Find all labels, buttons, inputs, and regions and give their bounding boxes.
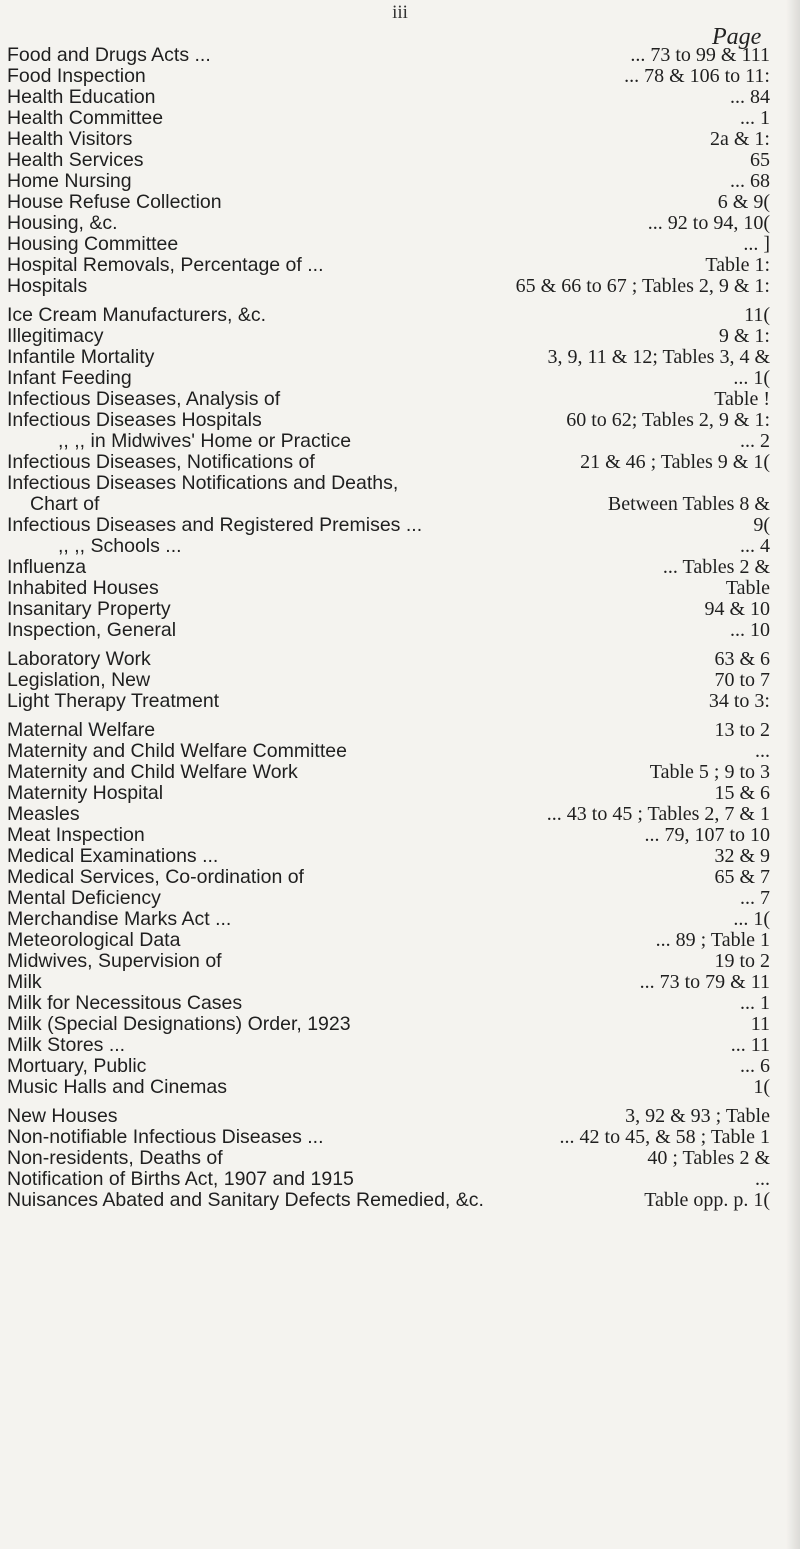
entry-page-reference: 6 & 9( xyxy=(717,191,770,213)
index-entry xyxy=(0,347,800,368)
entry-subject: Mental Deficiency xyxy=(7,887,161,909)
entry-subject: Hospital Removals, Percentage of ... xyxy=(7,254,324,276)
entry-page-reference: ... 73 to 99 & 111 xyxy=(630,44,770,66)
entry-page-reference: 65 & 7 xyxy=(714,866,770,888)
entry-page-reference: ... 7 xyxy=(740,887,770,909)
index-entry xyxy=(0,1169,800,1190)
entry-subject: Mortuary, Public xyxy=(7,1055,147,1077)
entry-subject: Illegitimacy xyxy=(7,325,104,347)
index-entry xyxy=(0,87,800,108)
index-entry xyxy=(0,972,800,993)
page-folio: iii xyxy=(392,2,408,23)
entry-subject: Insanitary Property xyxy=(7,598,171,620)
entry-page-reference: 1( xyxy=(753,1076,770,1098)
index-entry xyxy=(0,473,800,494)
index-entry xyxy=(0,171,800,192)
entry-page-reference: 65 xyxy=(750,149,770,171)
entry-subject: Food and Drugs Acts ... xyxy=(7,44,211,66)
index-entry xyxy=(0,255,800,276)
entry-page-reference: ... 79, 107 to 10 xyxy=(644,824,770,846)
entry-page-reference: ... 1( xyxy=(733,367,770,389)
entry-subject: Health Education xyxy=(7,86,156,108)
index-entry xyxy=(0,599,800,620)
entry-subject: Health Services xyxy=(7,149,144,171)
page-column-header: Page xyxy=(712,24,762,50)
entry-page-reference: 3, 92 & 93 ; Table xyxy=(625,1105,770,1127)
index-entry xyxy=(0,867,800,888)
entry-page-reference: ... xyxy=(755,740,770,762)
entry-subject: Milk for Necessitous Cases xyxy=(7,992,243,1014)
index-entry xyxy=(0,410,800,431)
entry-page-reference: ... 2 xyxy=(740,430,770,452)
index-entry xyxy=(0,66,800,87)
entry-subject: Light Therapy Treatment xyxy=(7,690,220,712)
entry-page-reference: 40 ; Tables 2 & xyxy=(647,1147,770,1169)
entry-subject: Maternity Hospital xyxy=(7,782,164,804)
entry-subject: Music Halls and Cinemas xyxy=(7,1076,227,1098)
entry-page-reference: 11 xyxy=(750,1013,770,1035)
index-entry xyxy=(0,150,800,171)
entry-subject: Infectious Diseases, Notifications of xyxy=(7,451,315,473)
entry-subject: ,, ,, Schools ... xyxy=(58,535,182,557)
entry-subject: Milk (Special Designations) Order, 1923 xyxy=(7,1013,351,1035)
entry-subject: Medical Examinations ... xyxy=(7,845,219,867)
entry-page-reference: ... 1( xyxy=(733,908,770,930)
entry-subject: Legislation, New xyxy=(7,669,151,691)
index-entry xyxy=(0,762,800,783)
entry-page-reference: Table xyxy=(725,577,770,599)
entry-page-reference: Table ! xyxy=(714,388,770,410)
entry-subject: Maternal Welfare xyxy=(7,719,156,741)
entry-page-reference: 11( xyxy=(744,304,770,326)
entry-page-reference: Table 5 ; 9 to 3 xyxy=(649,761,770,783)
entry-page-reference: ... 89 ; Table 1 xyxy=(655,929,770,951)
entry-subject: Inspection, General xyxy=(7,619,177,641)
index-entry xyxy=(0,192,800,213)
entry-page-reference: 9 & 1: xyxy=(718,325,770,347)
index-entry xyxy=(0,452,800,473)
entry-subject: New Houses xyxy=(7,1105,118,1127)
entry-subject: Milk xyxy=(7,971,42,993)
entry-page-reference: ... 84 xyxy=(730,86,770,108)
entry-page-reference: 65 & 66 to 67 ; Tables 2, 9 & 1: xyxy=(515,275,770,297)
entry-page-reference: Table opp. p. 1( xyxy=(644,1189,770,1211)
entry-subject: Influenza xyxy=(7,556,87,578)
entry-page-reference: Table 1: xyxy=(705,254,770,276)
index-entry xyxy=(0,213,800,234)
index-entry xyxy=(0,825,800,846)
entry-subject: Infant Feeding xyxy=(7,367,132,389)
index-entry xyxy=(0,578,800,599)
entry-page-reference: ... 92 to 94, 10( xyxy=(647,212,770,234)
entry-subject: Health Visitors xyxy=(7,128,133,150)
entry-page-reference: ... 10 xyxy=(730,619,770,641)
entry-subject: Notification of Births Act, 1907 and 1915 xyxy=(7,1168,354,1190)
entry-subject: Health Committee xyxy=(7,107,164,129)
entry-page-reference: 2a & 1: xyxy=(710,128,770,150)
index-entry xyxy=(0,368,800,389)
entry-page-reference: 13 to 2 xyxy=(714,719,770,741)
entry-page-reference: ... ] xyxy=(743,233,770,255)
entry-page-reference: Between Tables 8 & xyxy=(607,493,770,515)
index-entry xyxy=(0,234,800,255)
entry-subject: Infectious Diseases, Analysis of xyxy=(7,388,281,410)
entry-page-reference: ... 43 to 45 ; Tables 2, 7 & 1 xyxy=(546,803,770,825)
entry-subject: Midwives, Supervision of xyxy=(7,950,222,972)
index-entry xyxy=(0,670,800,691)
entry-page-reference: 3, 9, 11 & 12; Tables 3, 4 & xyxy=(547,346,770,368)
index-entry xyxy=(0,305,800,326)
entry-subject: Housing, &c. xyxy=(7,212,118,234)
index-entry xyxy=(0,846,800,867)
entry-page-reference: 60 to 62; Tables 2, 9 & 1: xyxy=(566,409,770,431)
index-entry xyxy=(0,1014,800,1035)
index-entry xyxy=(0,993,800,1014)
index-entry xyxy=(0,1190,800,1211)
index-entry xyxy=(0,620,800,641)
index-entry xyxy=(0,431,800,452)
index-entry xyxy=(0,1077,800,1098)
entry-subject: Chart of xyxy=(30,493,100,515)
index-entry xyxy=(0,494,800,515)
entry-subject: Home Nursing xyxy=(7,170,132,192)
index-entries xyxy=(0,45,800,1211)
index-entry xyxy=(0,129,800,150)
index-entry xyxy=(0,45,800,66)
entry-subject: ,, ,, in Midwives' Home or Practice xyxy=(58,430,352,452)
entry-page-reference: ... xyxy=(755,1168,770,1190)
entry-page-reference: 63 & 6 xyxy=(714,648,770,670)
entry-subject: Medical Services, Co-ordination of xyxy=(7,866,304,888)
entry-subject: Food Inspection xyxy=(7,65,146,87)
entry-subject: Housing Committee xyxy=(7,233,179,255)
entry-page-reference: 19 to 2 xyxy=(714,950,770,972)
index-entry xyxy=(0,1127,800,1148)
entry-page-reference: ... 1 xyxy=(740,107,770,129)
index-entry xyxy=(0,951,800,972)
entry-page-reference: 9( xyxy=(753,514,770,536)
entry-subject: Non-residents, Deaths of xyxy=(7,1147,223,1169)
index-entry xyxy=(0,515,800,536)
entry-subject: Infectious Diseases Notifications and Deaths, xyxy=(7,472,399,494)
index-entry xyxy=(0,389,800,410)
entry-page-reference: ... 73 to 79 & 11 xyxy=(639,971,770,993)
index-entry xyxy=(0,804,800,825)
entry-page-reference: 94 & 10 xyxy=(704,598,770,620)
index-entry xyxy=(0,1035,800,1056)
entry-page-reference: 15 & 6 xyxy=(714,782,770,804)
index-entry xyxy=(0,108,800,129)
index-entry xyxy=(0,557,800,578)
entry-subject: Maternity and Child Welfare Committee xyxy=(7,740,347,762)
entry-subject: Measles xyxy=(7,803,80,825)
entry-page-reference: ... 11 xyxy=(730,1034,770,1056)
entry-subject: Milk Stores ... xyxy=(7,1034,126,1056)
index-entry xyxy=(0,536,800,557)
index-entry xyxy=(0,326,800,347)
entry-page-reference: ... 1 xyxy=(740,992,770,1014)
entry-subject: Infantile Mortality xyxy=(7,346,155,368)
index-entry xyxy=(0,741,800,762)
entry-page-reference: ... 78 & 106 to 11: xyxy=(624,65,770,87)
entry-page-reference: ... Tables 2 & xyxy=(662,556,770,578)
index-entry xyxy=(0,720,800,741)
index-entry xyxy=(0,1148,800,1169)
entry-page-reference: ... 42 to 45, & 58 ; Table 1 xyxy=(559,1126,770,1148)
entry-page-reference: 70 to 7 xyxy=(714,669,770,691)
entry-subject: Infectious Diseases and Registered Premises ... xyxy=(7,514,423,536)
entry-page-reference: 34 to 3: xyxy=(708,690,770,712)
index-entry xyxy=(0,930,800,951)
entry-subject: Merchandise Marks Act ... xyxy=(7,908,232,930)
entry-page-reference: ... 6 xyxy=(740,1055,770,1077)
index-entry xyxy=(0,909,800,930)
entry-subject: Nuisances Abated and Sanitary Defects Remedied, &c. xyxy=(7,1189,484,1211)
entry-page-reference: 21 & 46 ; Tables 9 & 1( xyxy=(580,451,770,473)
entry-subject: Non-notifiable Infectious Diseases ... xyxy=(7,1126,324,1148)
entry-subject: Meteorological Data xyxy=(7,929,181,951)
entry-subject: Ice Cream Manufacturers, &c. xyxy=(7,304,267,326)
index-entry xyxy=(0,1106,800,1127)
entry-subject: House Refuse Collection xyxy=(7,191,222,213)
entry-subject: Inhabited Houses xyxy=(7,577,159,599)
index-entry xyxy=(0,783,800,804)
entry-subject: Hospitals xyxy=(7,275,88,297)
index-entry xyxy=(0,691,800,712)
entry-subject: Maternity and Child Welfare Work xyxy=(7,761,298,783)
entry-page-reference: ... 68 xyxy=(730,170,770,192)
index-entry xyxy=(0,1056,800,1077)
entry-page-reference: ... 4 xyxy=(740,535,770,557)
entry-subject: Meat Inspection xyxy=(7,824,145,846)
page-edge-shadow xyxy=(786,0,800,1549)
entry-subject: Infectious Diseases Hospitals xyxy=(7,409,262,431)
index-entry xyxy=(0,276,800,297)
entry-subject: Laboratory Work xyxy=(7,648,151,670)
entry-page-reference: 32 & 9 xyxy=(714,845,770,867)
index-entry xyxy=(0,888,800,909)
index-entry xyxy=(0,649,800,670)
